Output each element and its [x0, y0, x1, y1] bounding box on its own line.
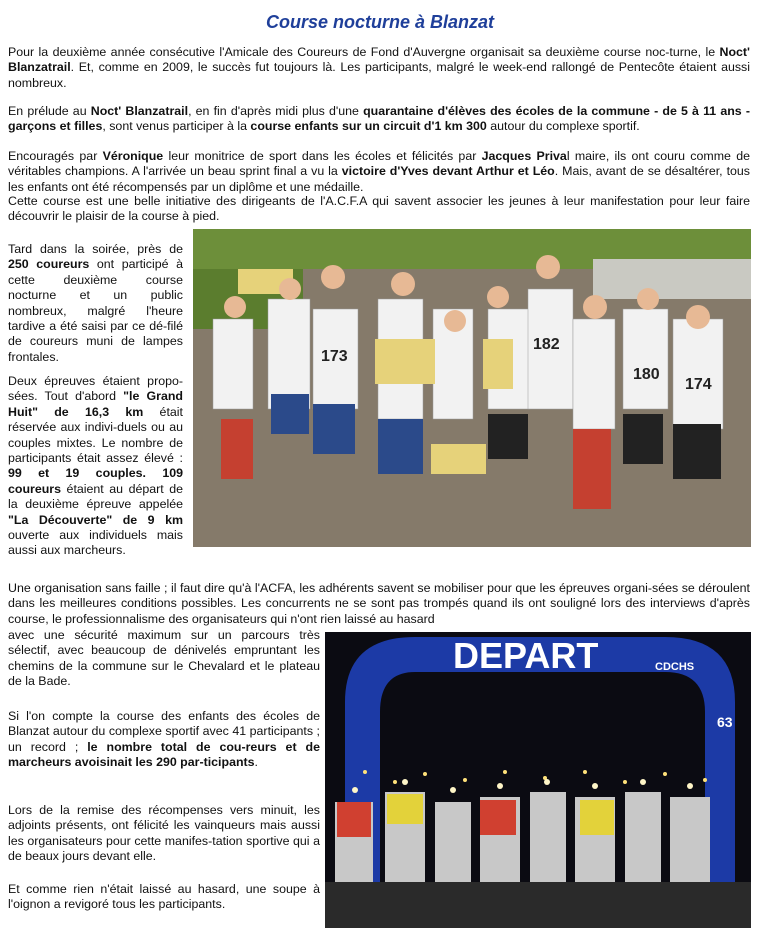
bib-number: 182	[533, 336, 560, 353]
article-title: Course nocturne à Blanzat	[265, 12, 495, 32]
bib-number: 173	[321, 348, 348, 365]
paragraph-total: Si l'on compte la course des enfants des écoles de Blanzat autour du complexe sportif avec 41 participants ; un record ; le nombre total de cou-reurs et de marcheurs avoisinait les 290 par-ticipants.	[8, 709, 320, 770]
arch-side-label: CDCHS	[655, 661, 695, 673]
bib-number: 180	[633, 366, 660, 383]
paragraph-prelude: En prélude au Noct' Blanzatrail, en fin d'après midi plus d'une quarantaine d'élèves des écoles de la commune - de 5 à 11 ans - garçons et filles, sont venus participer à la course enfants sur un circuit d'1 km 300 autour du complexe sportif.	[8, 104, 750, 134]
paragraph-soup: Et comme rien n'était laissé au hasard, une soupe à l'oignon a revigoré tous les participants.	[8, 882, 320, 912]
paragraph-security: avec une sécurité maximum sur un parcours très sélectif, avec beaucoup de dénivelés empruntant les chemins de la commune sur le Chevalard et le plateau de la Bade.	[8, 628, 320, 689]
children-race-photo	[193, 229, 751, 547]
paragraph-evening: Tard dans la soirée, près de 250 coureurs ont participé à cette deuxième course nocturne et un public nombreux, malgré l'heure tardive a été saisi par ce dé-filé de coureurs muni de lampes frontales.	[8, 242, 184, 364]
arch-number: 63	[717, 714, 733, 730]
night-start-photo	[325, 632, 751, 928]
arch-title: DEPART	[453, 635, 599, 676]
paragraph-awards: Lors de la remise des récompenses vers minuit, les adjoints présents, ont félicité les vainqueurs mais aussi les organisateurs pour cette manifes-tation sportive qui a de beaux jours devant elle.	[8, 803, 320, 864]
paragraph-events: Deux épreuves étaient propo-sées. Tout d'abord "le Grand Huit" de 16,3 km était réservée aux indivi-duels ou au couples mixtes. Le nombre de participants était assez élevé : 99 et 19 couples. 109 coureurs étaient au départ de la deuxième épreuve appelée "La Découverte" de 9 km ouverte aux individuels mais aussi aux marcheurs.	[8, 374, 184, 558]
paragraph-initiative: Cette course est une belle initiative des dirigeants de l'A.C.F.A qui savent associer les jeunes à leur manifestation pour leur faire découvrir le plaisir de la course à pied.	[8, 194, 750, 224]
paragraph-champions: Encouragés par Véronique leur monitrice de sport dans les écoles et félicités par Jacques Prival maire, ils ont couru comme de véritables champions. A l'arrivée un beau sprint final a vu la victoire d'Yves devant Arthur et Léo. Mais, avant de se désaltérer, tous les enfants ont été récompensés par un diplôme et une médaille.	[8, 149, 750, 194]
bib-number: 174	[685, 376, 712, 393]
paragraph-organisation: Une organisation sans faille ; il faut dire qu'à l'ACFA, les adhérents savent se mobiliser pour que les épreuves organi-sées se déroulent dans les meilleures conditions possibles. Les concurrents ne se sont pas trompés quand ils ont souligné lors des interviews d'après course, le professionnalisme des organisateurs qui n'ont rien laissé au hasard	[8, 581, 750, 626]
paragraph-intro: Pour la deuxième année consécutive l'Amicale des Coureurs de Fond d'Auvergne organisait sa deuxième course noc-turne, le Noct' Blanzatrail. Et, comme en 2009, le succès fut toujours là. Les participants, malgré le week-end rallongé de Pentecôte étaient aussi nombreux.	[8, 45, 750, 90]
